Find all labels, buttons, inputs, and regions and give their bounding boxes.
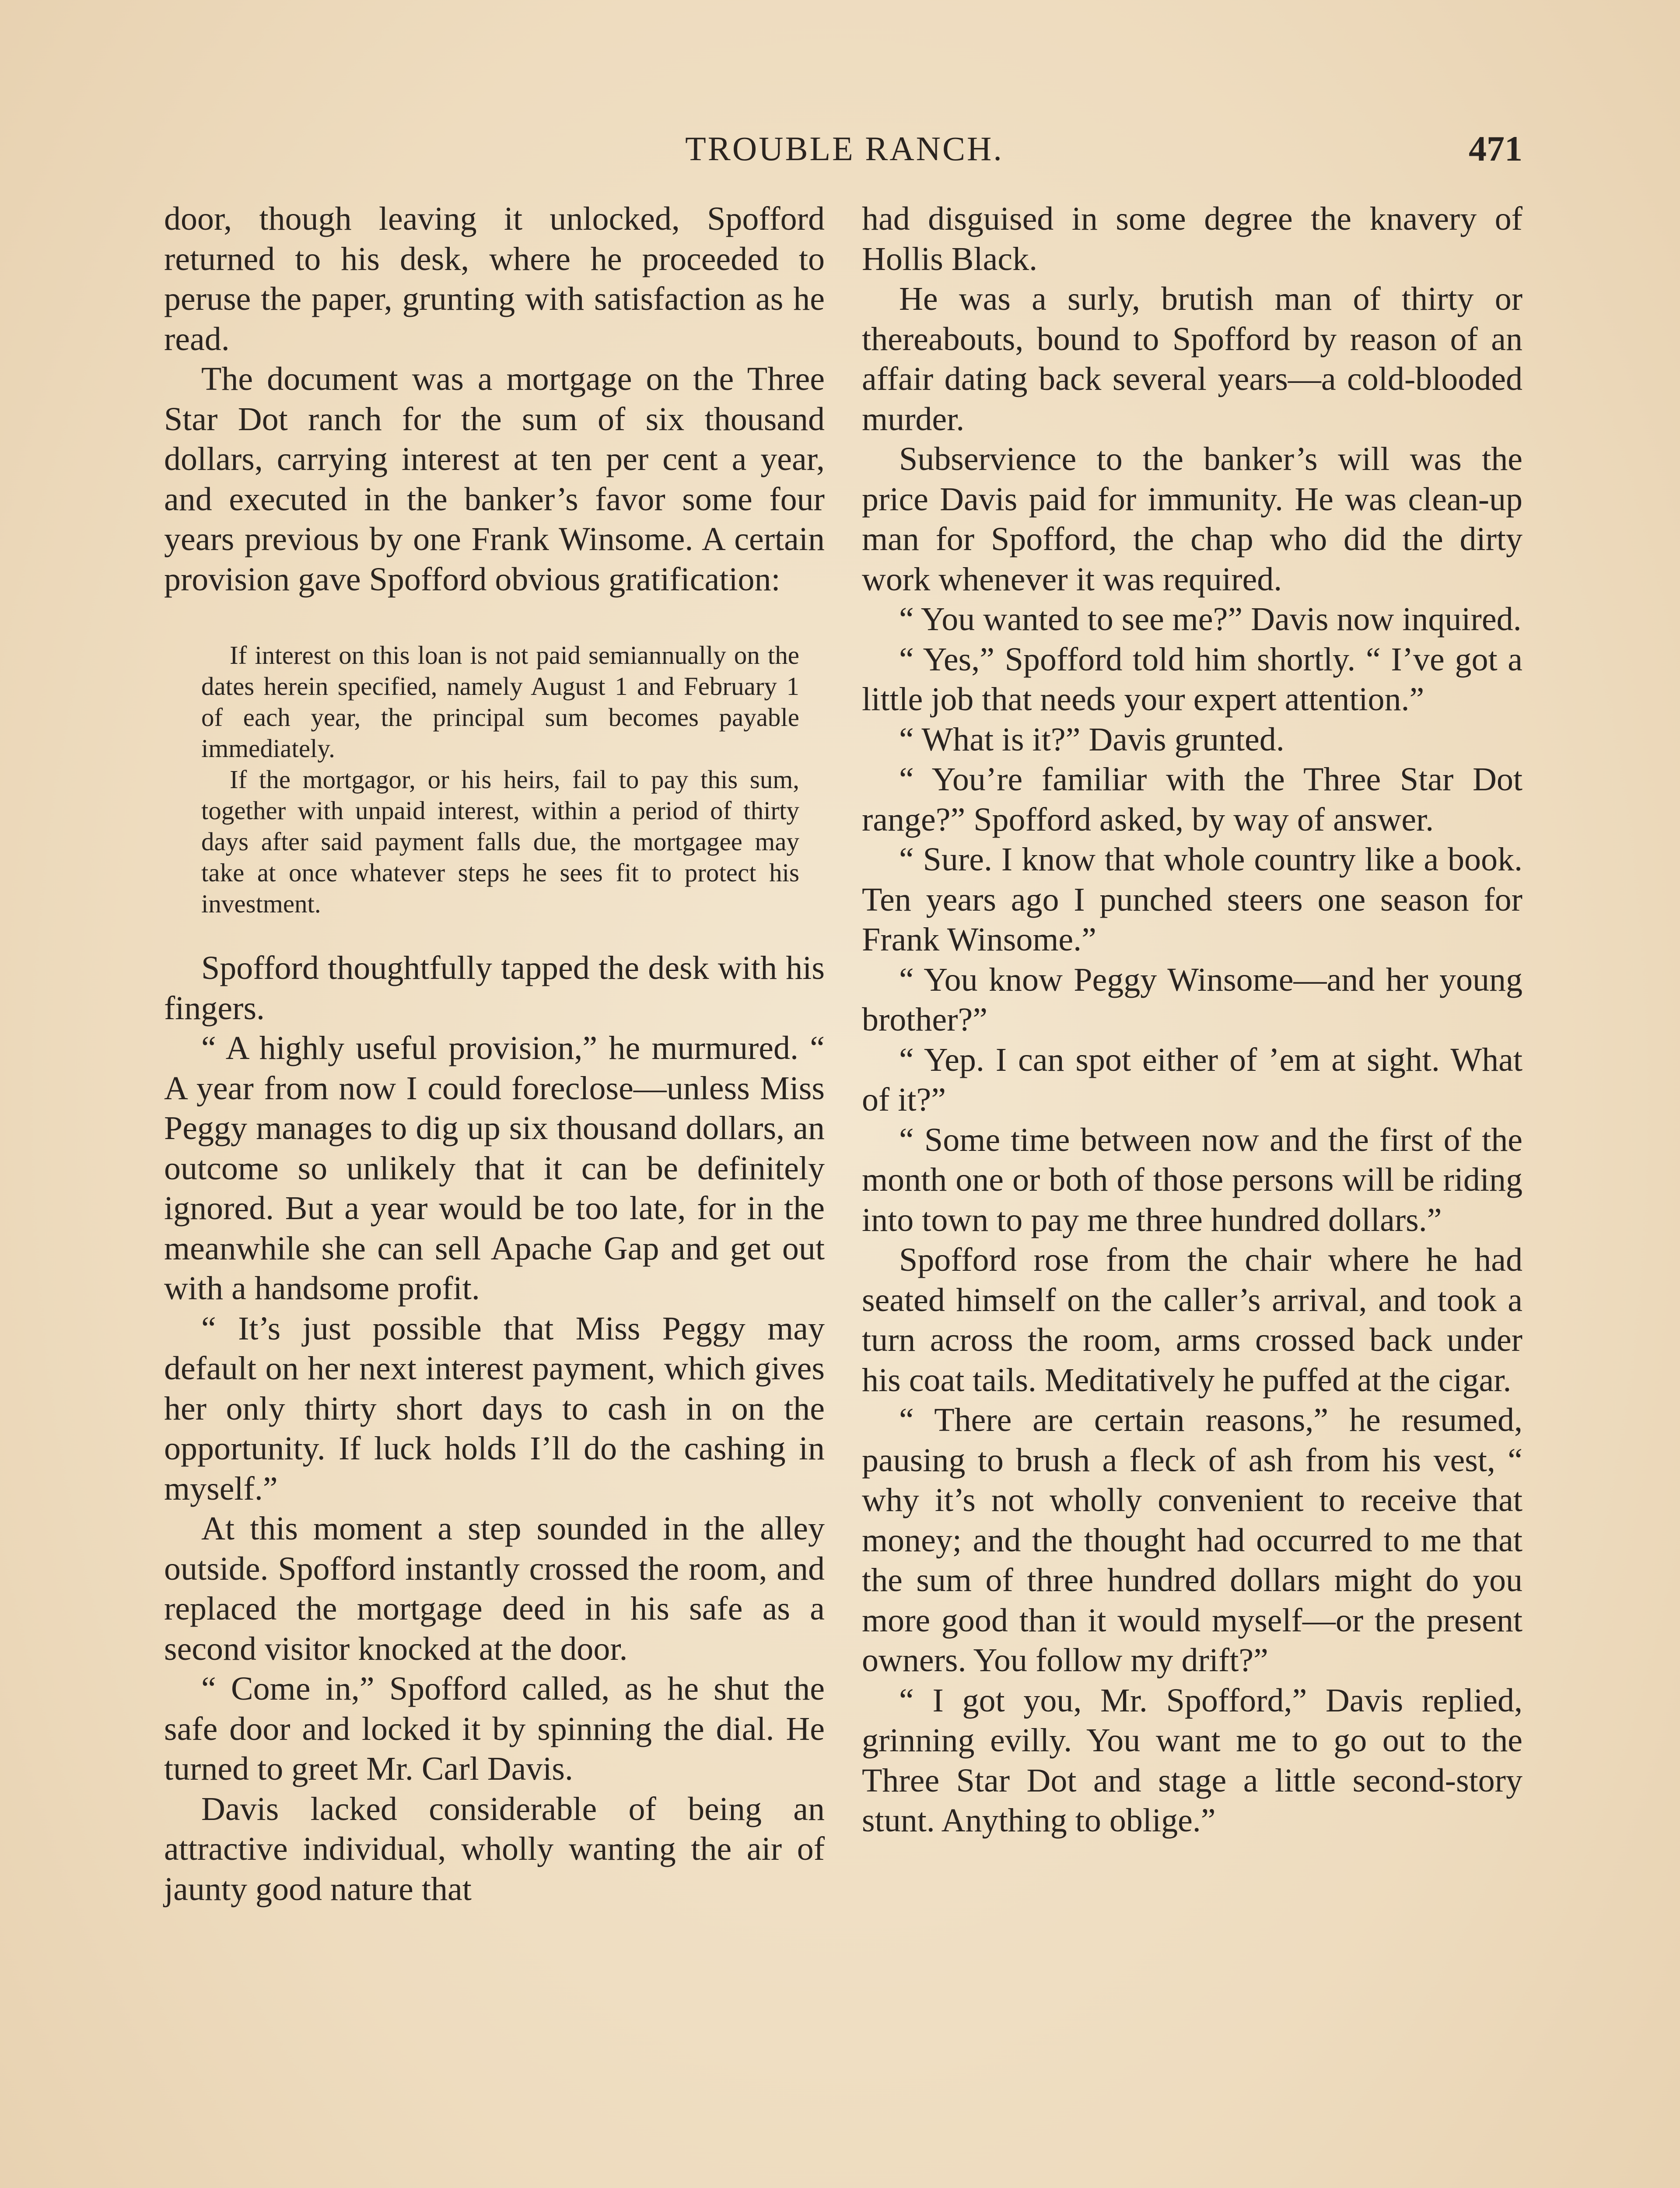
paragraph: Davis lacked considerable of being an attractive individual, wholly wanting the air of jaunty good nature that	[164, 1790, 825, 1907]
running-title: TROUBLE RANCH.	[685, 130, 1004, 168]
page-number: 471	[1469, 129, 1522, 168]
mortgage-excerpt	[201, 640, 799, 919]
paragraph: “ I got you, Mr. Spofford,” Davis replied, grinning evilly. You want me to go out to the Three Star Dot and stage a little second-story stunt. Anything to oblige.”	[862, 1682, 1522, 1839]
paragraph: “ What is it?” Davis grunted.	[899, 721, 1284, 758]
paragraph: “ A highly useful provision,” he murmured. “ A year from now I could foreclose—unless Miss Peggy manages to dig up six thousand dollars, an outcome so unlikely that it can be definitely ignored. But a year would be too late, for in the meanwhile she can sell Apache Gap and get out with a handsome profit.	[164, 1030, 825, 1307]
paragraph: door, though leaving it unlocked, Spofford returned to his desk, where he proceeded to peruse the paper, grunting with satisfaction as he read.	[164, 200, 825, 358]
paragraph: “ There are certain reasons,” he resumed, pausing to brush a fleck of ash from his vest, “ why it’s not wholly convenient to receive that money; and the thought had occurred to me that the sum of three hundred dollars might do you more good than it would myself—or the present owners. You follow my drift?”	[862, 1402, 1522, 1679]
paragraph: had disguised in some degree the knavery of Hollis Black.	[862, 200, 1522, 277]
quote-paragraph: If interest on this loan is not paid semiannually on the dates herein specified, namely August 1 and February 1 of each year, the principal sum becomes payable immediately.	[201, 641, 799, 763]
page-header	[166, 125, 1522, 173]
paragraph: At this moment a step sounded in the alley outside. Spofford instantly crossed the room, and replaced the mortgage deed in his safe as a second visitor knocked at the door.	[164, 1510, 825, 1667]
paragraph: Spofford rose from the chair where he had seated himself on the caller’s arrival, and took a turn across the room, arms crossed back under his coat tails. Meditatively he puffed at the cigar.	[862, 1241, 1522, 1399]
paragraph: “ You wanted to see me?” Davis now inquired.	[899, 601, 1522, 638]
paragraph: “ Yep. I can spot either of ’em at sight. What of it?”	[862, 1041, 1522, 1118]
paragraph: “ You know Peggy Winsome—and her young brother?”	[862, 961, 1522, 1038]
paragraph: The document was a mortgage on the Three Star Dot ranch for the sum of six thousand dollars, carrying interest at ten per cent a year, and executed in the banker’s favor some four years previous by one Frank Winsome. A certain provision gave Spofford obvious gratification:	[164, 361, 825, 598]
left-column	[164, 199, 825, 1909]
paragraph: “ Come in,” Spofford called, as he shut the safe door and locked it by spinning the dial. He turned to greet Mr. Carl Davis.	[164, 1670, 825, 1787]
paragraph: He was a surly, brutish man of thirty or thereabouts, bound to Spofford by reason of an affair dating back several years—a cold-blooded murder.	[862, 281, 1522, 438]
paragraph: “ Yes,” Spofford told him shortly. “ I’ve got a little job that needs your expert attention.”	[862, 641, 1522, 718]
paragraph: “ Some time between now and the first of the month one or both of those persons will be riding into town to pay me three hundred dollars.”	[862, 1121, 1522, 1238]
paragraph: “ Sure. I know that whole country like a book. Ten years ago I punched steers one season for Frank Winsome.”	[862, 841, 1522, 958]
paragraph: Spofford thoughtfully tapped the desk with his fingers.	[164, 950, 825, 1027]
paragraph: “ You’re familiar with the Three Star Dot range?” Spofford asked, by way of answer.	[862, 761, 1522, 838]
paragraph: Subservience to the banker’s will was the price Davis paid for immunity. He was clean-up man for Spofford, the chap who did the dirty work whenever it was required.	[862, 441, 1522, 598]
right-column	[862, 199, 1522, 1841]
paragraph: “ It’s just possible that Miss Peggy may default on her next interest payment, which gives her only thirty short days to cash in on the opportunity. If luck holds I’ll do the cashing in myself.”	[164, 1310, 825, 1507]
quote-paragraph: If the mortgagor, or his heirs, fail to pay this sum, together with unpaid interest, within a period of thirty days after said payment falls due, the mortgagee may take at once whatever steps he sees fit to protect his investment.	[201, 765, 799, 918]
